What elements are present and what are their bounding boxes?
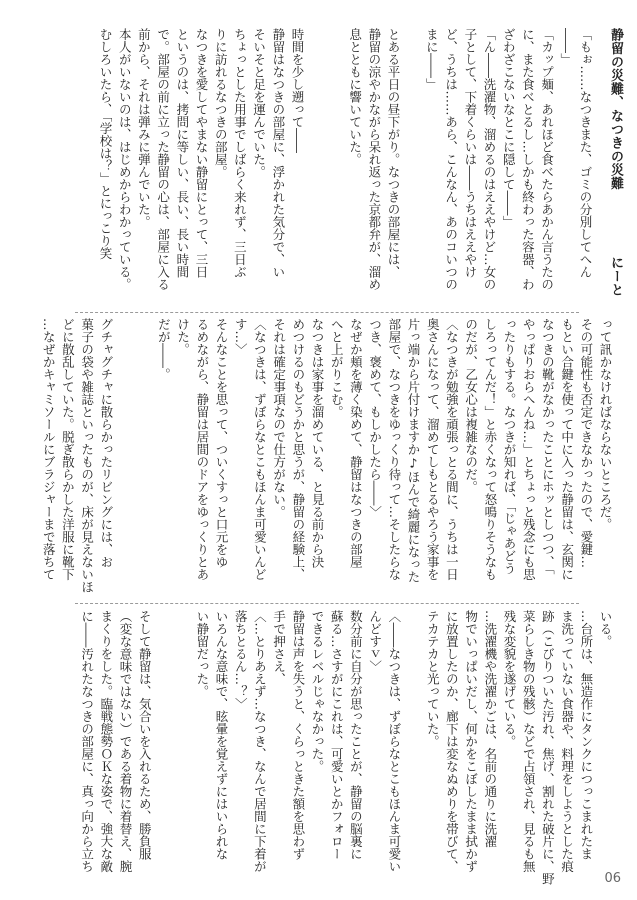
text-column: 静留の涼やかながら呆れ返った京都弁が、溜め <box>366 28 382 291</box>
text-column: …洗濯機や洗濯かごは、名前の通りに洗濯 <box>482 610 498 848</box>
text-column: に放置したのか、廊下は変なぬめりを帯びて、 <box>444 610 460 873</box>
text-column: なつきは家事を溜めている、と見る前から決 <box>310 318 325 568</box>
text-column: るめながら、静留は居間のドアをゆっくりとあ <box>194 318 210 581</box>
text-column: なつきを愛してやまない静留にとって、三日 <box>194 28 209 278</box>
text-column: もとい合鍵を使って中に入った静留は、玄関に <box>559 318 575 581</box>
text-column: って訊かなければならないところだ。 <box>598 318 613 531</box>
text-column: ど、うちは……あら、こんなん、あのコいつの <box>443 28 459 291</box>
text-column: できるレベルじゃなかった。 <box>310 610 325 773</box>
text-column: それは確定事項なので仕方がない。 <box>271 318 287 518</box>
text-column: 「もぉ……なつきまた、ゴミの分別してへん <box>578 28 593 278</box>
text-column: 落ちとるん…？〉 <box>233 610 249 710</box>
text-column: 静留はなつきの部屋に、浮かれた気分で、い <box>270 28 286 278</box>
text-column: まくりをした。臨戦態勢ＯＫな姿で、強大な敵 <box>98 610 114 873</box>
text-column: へと上がりこむ。 <box>329 318 345 418</box>
text-column: 部屋で、なつきをゆっくり待って…そしたらな <box>386 318 402 581</box>
text-column: す…〉 <box>233 318 249 356</box>
text-column: 残な変貌を遂げている。 <box>502 610 517 748</box>
text-column: 蘇る…さすがにこれは、可愛いとかフォロー <box>329 610 345 860</box>
text-column: いる。 <box>598 610 613 648</box>
text-column: グチャグチャに散らかったリビングには、お <box>98 318 114 568</box>
text-column: そして静留は、気合いを入れるため、勝負服 <box>137 610 153 860</box>
text-column: 物でいっぱいだし、何かをこぼしたまま拭かず <box>463 610 479 873</box>
text-column: ――」 <box>558 28 574 66</box>
text-column: やっぱりおらへんね…」とちょっと残念にも思 <box>521 318 537 581</box>
text-column: テカテカと光っていた。 <box>425 610 441 748</box>
text-column: 〈なつきが勉強を頑張っとる間に、うちは一日 <box>444 318 460 581</box>
text-column: 〈…とりあえず…なつき、なんで居間に下着が <box>252 610 268 873</box>
text-column: 子として、下着くらいは――うちはええやけ <box>462 28 478 278</box>
section-divider-2 <box>75 603 579 604</box>
text-column: 〈――なつきは、ずぼらなとこもほんま可愛い <box>386 610 402 873</box>
text-column: むしろいたら、「学校は？」とにっこり笑 <box>98 28 113 260</box>
text-column: …なぜかキャミソールにブラジャーまで落ちて <box>41 318 57 581</box>
text-column: なつきの靴がなかったことにホッとしつつ、「 <box>540 318 556 575</box>
text-column: まに――」 <box>424 28 440 91</box>
text-column: だが――。 <box>156 318 172 381</box>
text-column: 菜らしき物の残骸）などで占領され、見るも無 <box>521 610 537 873</box>
text-column: ちょっとした用事でしばらく来れず、三日ぶ <box>232 28 248 278</box>
text-section-1 <box>0 28 637 308</box>
text-column: どに散乱していた。脱ぎ散らかした洋服に靴下 <box>60 318 76 581</box>
text-column: そいそと足を運んでいた。 <box>251 28 267 178</box>
text-column: 跡（こびりついた汚れ、焦げ、割れた破片に、野 <box>540 610 556 885</box>
text-column: けた。 <box>175 318 191 356</box>
text-column: 「カップ麺、あれほど食べたらあかん言うたの <box>539 28 555 291</box>
text-column: その可能性も否定できなかったので、愛鍵… <box>578 318 594 568</box>
text-column: めつけるのもどうかと思うが、静留の経験上、 <box>290 318 306 581</box>
text-column: に、また食べとるし…しかも終わった容器、わ <box>520 28 536 291</box>
text-column: で。部屋の前に立った静留の心は、部屋に入る <box>155 28 171 291</box>
text-column: つき、褒めて、もしかしたら――〉 <box>367 318 383 518</box>
text-column: なぜか頬を薄く染めて、静留はなつきの部屋 <box>348 318 364 568</box>
text-column: 片っ端から片付けますか♪ほんで綺麗になった <box>406 318 421 583</box>
text-column: 数分前に自分が思ったことが、静留の脳裏に <box>348 610 364 860</box>
text-column: 〈なつきは、ずぼらなとこもほんま可愛いんど <box>252 318 268 581</box>
text-column: （変な意味ではない）である着物に着替え、腕 <box>118 610 133 873</box>
text-column: りに訪れるなつきの部屋。 <box>213 28 229 178</box>
text-column: とある平日の昼下がり。なつきの部屋には、 <box>386 28 401 278</box>
text-column: 本人がいないのは、はじめからわかっている。 <box>117 28 133 291</box>
text-column: 息とともに響いていた。 <box>347 28 363 166</box>
text-column: というのは、拷問に等しい、長い、長い時間 <box>174 28 190 278</box>
text-column: 静留は声を失うと、くらっときた額を思わず <box>290 610 306 860</box>
text-column: ま洗っていない食器や、料理をしようとした痕 <box>559 610 575 873</box>
text-column: ったりもする。なつきが知れば、「じゃあどう <box>502 318 517 575</box>
text-column: 菓子の袋や雑誌といったものが、床が見えないほ <box>79 318 95 593</box>
page-number: 06 <box>604 871 621 886</box>
text-column: のだが、乙女心は複雑なのだ。 <box>463 318 479 493</box>
text-column: んどすｖ〉 <box>367 610 383 673</box>
text-section-3 <box>0 610 637 885</box>
text-column: しろってんだ！」と赤くなって怒鳴りそうなも <box>482 318 498 581</box>
text-column: 「ん――洗濯物、溜めるのはええやけど…女の <box>482 28 497 291</box>
text-column: …台所は、無造作にタンクにつっこまれたま <box>578 610 594 860</box>
text-column: 奥さんになって、溜めてしもとるやろう家事を <box>425 318 441 581</box>
story-title: 静留の災難、なつきの災難 <box>608 28 623 190</box>
text-column: ざわざこないなとこに隠して――」 <box>501 28 517 228</box>
text-column: そんなことを思って、ついくすっと口元をゆ <box>214 318 229 568</box>
text-column: 前から、それは弾みに弾んでいた。 <box>136 28 152 228</box>
text-column: 時間を少し遡って―― <box>290 28 305 153</box>
text-column: いろんな意味で、眩暈を覚えずにはいられな <box>214 610 229 860</box>
section-divider-1 <box>75 312 579 313</box>
author-name: にーと <box>608 256 623 297</box>
text-column: に――汚れたなつきの部屋に、真っ向から立ち <box>79 610 95 873</box>
text-column: い静留だった。 <box>194 610 210 698</box>
text-column: 手で押さえ、 <box>271 610 287 685</box>
text-section-2 <box>0 318 637 598</box>
